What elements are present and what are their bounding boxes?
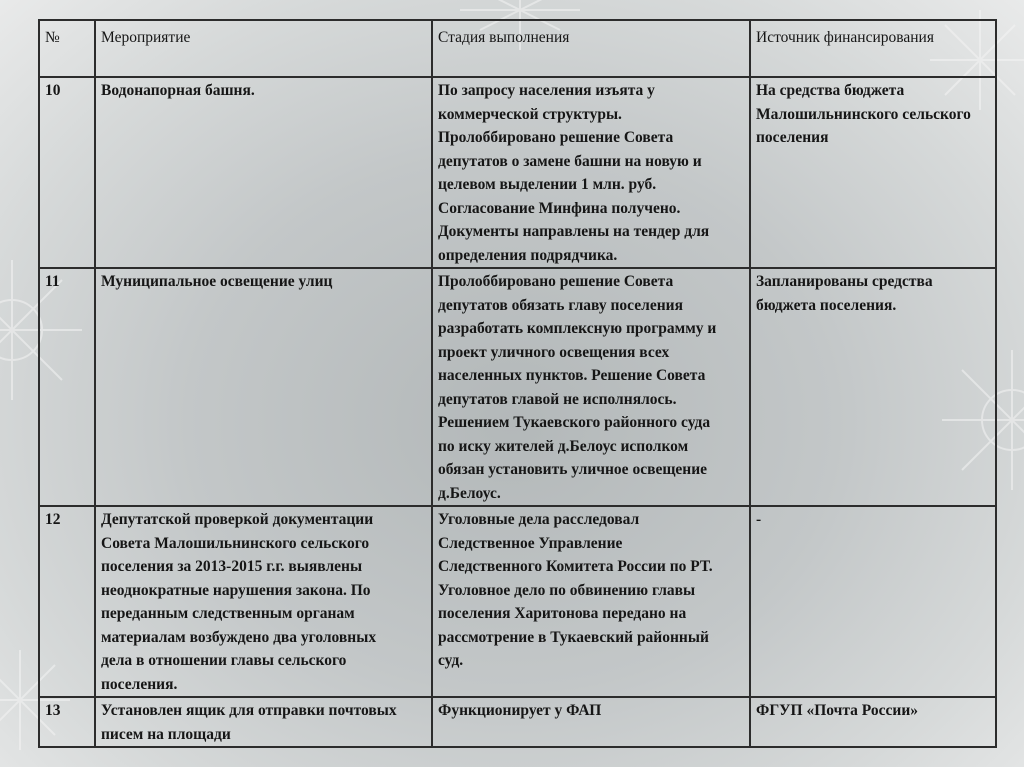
row-funding: ФГУП «Почта России» [750, 697, 996, 747]
row-stage: Уголовные дела расследовал Следственное Управление Следственного Комитета России по РТ. Уголовное дело по обвинению главы поселения Харитонова передано на рассмотрение в Тукаевский районный суд. [432, 506, 750, 697]
table-row [39, 268, 996, 506]
row-number: 12 [39, 506, 95, 697]
row-event: Муниципальное освещение улиц [95, 268, 432, 506]
measures-table [38, 19, 997, 748]
header-number: № [39, 20, 95, 77]
header-funding: Источник финансирования [750, 20, 996, 77]
row-funding: На средства бюджета Малошильнинского сельского поселения [750, 77, 996, 268]
row-stage: Функционирует у ФАП [432, 697, 750, 747]
row-number: 11 [39, 268, 95, 506]
row-funding: Запланированы средства бюджета поселения. [750, 268, 996, 506]
row-stage: Пролоббировано решение Совета депутатов обязать главу поселения разработать комплексную программу и проект уличного освещения всех населенных пунктов. Решение Совета депутатов главой не исполнялось. Решением Тукаевского районного суда по иску жителей д.Белоус исполком обязан установить уличное освещение д.Белоус. [432, 268, 750, 506]
row-stage: По запросу населения изъята у коммерческой структуры. Пролоббировано решение Совета депутатов о замене башни на новую и целевом выделении 1 млн. руб. Согласование Минфина получено. Документы направлены на тендер для определения подрядчика. [432, 77, 750, 268]
header-event: Мероприятие [95, 20, 432, 77]
header-row [39, 20, 996, 77]
row-event: Депутатской проверкой документации Совета Малошильнинского сельского поселения за 2013-2015 г.г. выявлены неоднократные нарушения закона. По переданным следственным органам материалам возбуждено два уголовных дела в отношении главы сельского поселения. [95, 506, 432, 697]
row-funding: - [750, 506, 996, 697]
header-stage: Стадия выполнения [432, 20, 750, 77]
table-row [39, 77, 996, 268]
row-number: 10 [39, 77, 95, 268]
table-row [39, 506, 996, 697]
row-number: 13 [39, 697, 95, 747]
table-row [39, 697, 996, 747]
row-event: Установлен ящик для отправки почтовых писем на площади [95, 697, 432, 747]
row-event: Водонапорная башня. [95, 77, 432, 268]
